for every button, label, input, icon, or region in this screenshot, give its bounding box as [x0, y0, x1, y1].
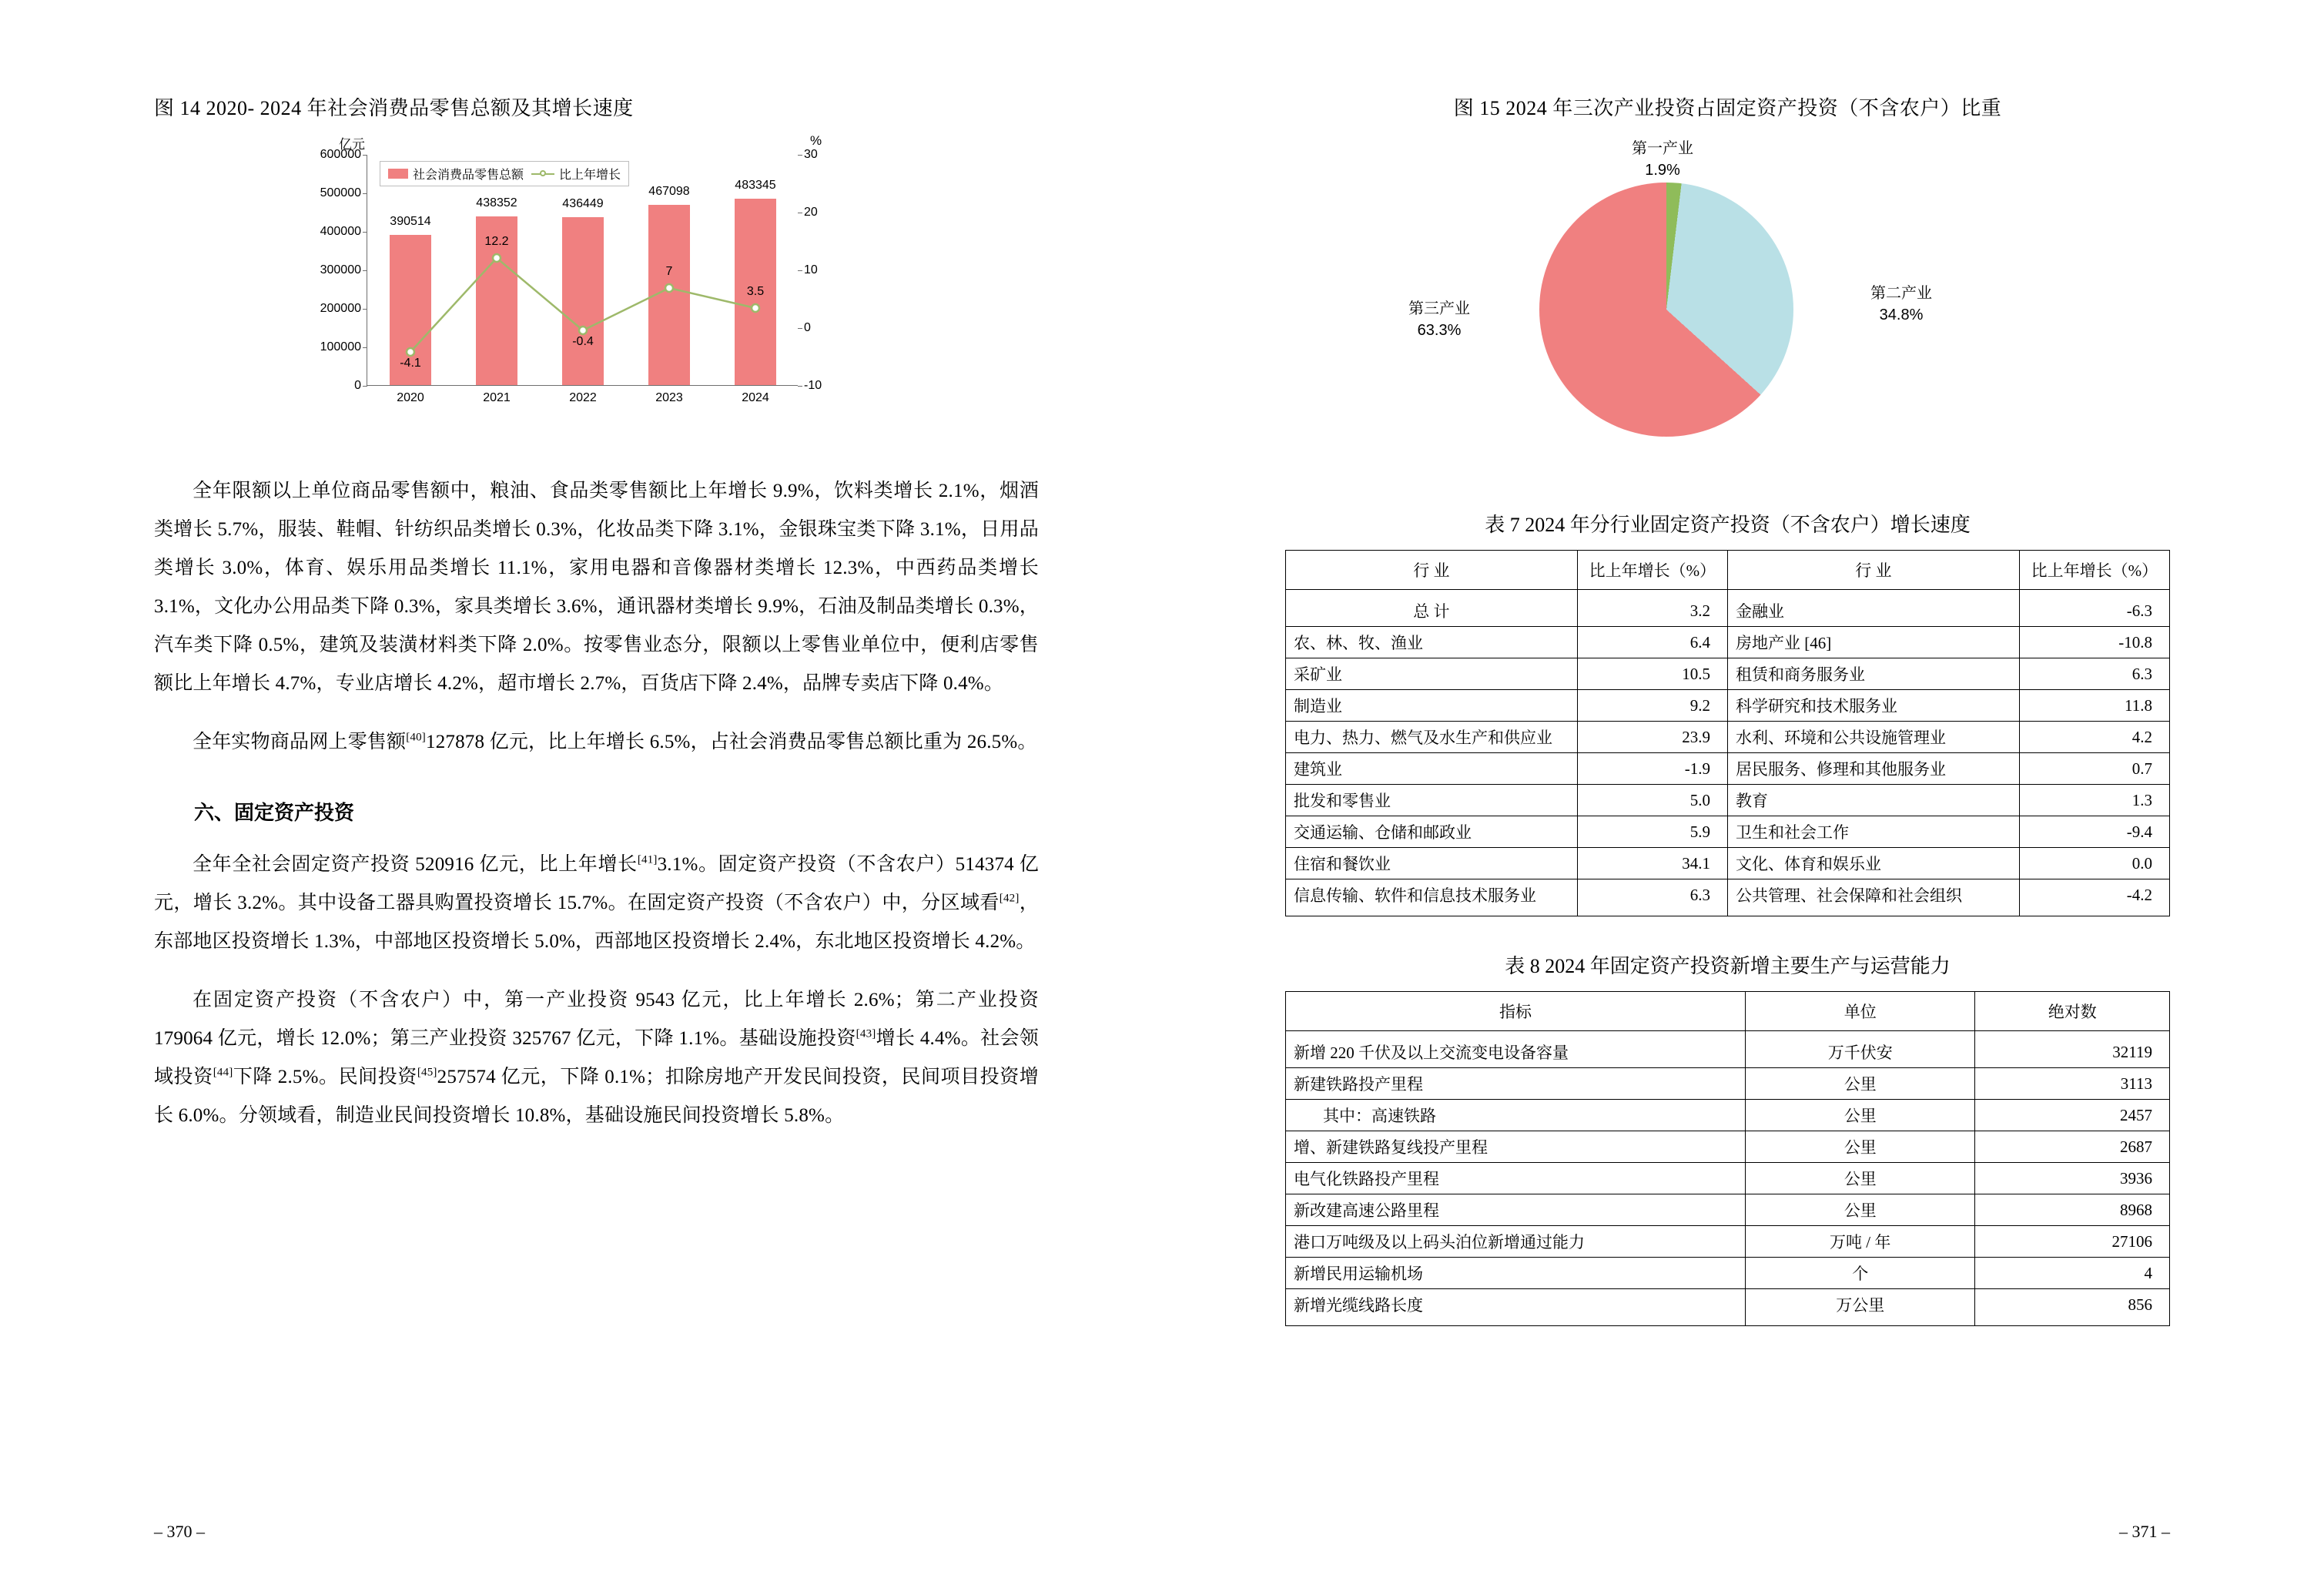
paragraph-investment-by-industry: [154, 981, 1039, 1135]
cell-growth-left: 5.9: [1577, 816, 1727, 848]
text-run: 在固定资产投资（不含农户）中，第一产业投资 9543 亿元，比上年增长 2.6%；第二产业投资 179064 亿元，增长 12.0%；第三产业投资 325767 亿元，下降 1.1%。基础设施投资: [154, 990, 1039, 1049]
text-run: 增长 4.4%。社会领域投资: [154, 1028, 1039, 1087]
footnote-ref: [42]: [999, 892, 1020, 905]
table-row: [1286, 1131, 2170, 1163]
cell-industry-right: 科学研究和技术服务业: [1727, 690, 2019, 722]
cell-value: 27106: [1975, 1226, 2170, 1258]
table-8: [1285, 991, 2170, 1326]
cell-growth-left: 10.5: [1577, 658, 1727, 690]
cell-industry-right: 水利、环境和公共设施管理业: [1727, 722, 2019, 753]
pie-label-value: 34.8%: [1879, 307, 1924, 323]
x-tick: 2023: [655, 391, 683, 404]
table-row: [1286, 627, 2170, 658]
chart-legend: [380, 161, 629, 186]
x-tick: 2022: [569, 391, 597, 404]
legend-label: 比上年增长: [559, 169, 621, 182]
cell-growth-left: 6.4: [1577, 627, 1727, 658]
cell-growth-right: 4.2: [2019, 722, 2169, 753]
cell-industry-right: 房地产业 [46]: [1727, 627, 2019, 658]
pie-label-text: 第二产业: [1870, 285, 1932, 302]
line-value-label: 3.5: [746, 285, 765, 298]
cell-unit: 个: [1745, 1258, 1974, 1289]
cell-industry-right: 金融业: [1727, 590, 2019, 627]
table-8-title: 表 8 2024 年固定资产投资新增主要生产与运营能力: [1505, 955, 1951, 977]
cell-industry-left: 制造业: [1286, 690, 1578, 722]
cell-value: 32119: [1975, 1031, 2170, 1068]
footnote-ref: [44]: [213, 1066, 233, 1079]
table-row: [1286, 590, 2170, 627]
text-run: 全年实物商品网上零售额: [193, 732, 407, 752]
cell-value: 2687: [1975, 1131, 2170, 1163]
table-row: [1286, 1289, 2170, 1326]
col-header-industry-left: 行 业: [1286, 551, 1578, 590]
footnote-ref: [43]: [856, 1027, 876, 1040]
col-header-value: 绝对数: [1975, 992, 2170, 1031]
table-row: [1286, 1258, 2170, 1289]
col-header-unit: 单位: [1745, 992, 1974, 1031]
chart-plot-area: [320, 148, 822, 404]
col-header-indicator: 指标: [1286, 992, 1746, 1031]
cell-growth-left: 23.9: [1577, 722, 1727, 753]
table-header-row: [1286, 992, 2170, 1031]
table-row: [1286, 1068, 2170, 1100]
cell-value: 3113: [1975, 1068, 2170, 1100]
table-header-row: [1286, 551, 2170, 590]
table-row: [1286, 753, 2170, 785]
legend-bar-swatch: [388, 169, 408, 179]
cell-industry-left: 总 计: [1286, 590, 1578, 627]
line-value-label: 12.2: [484, 235, 509, 248]
cell-industry-left: 批发和零售业: [1286, 785, 1578, 816]
cell-indicator: 新改建高速公路里程: [1286, 1194, 1746, 1226]
y2-tick: -10: [804, 379, 822, 392]
legend-item-line: [531, 165, 621, 183]
y-tick: 300000: [320, 263, 361, 276]
cell-indicator: 增、新建铁路复线投产里程: [1286, 1131, 1746, 1163]
cell-unit: 万吨 / 年: [1745, 1226, 1974, 1258]
table-row: [1286, 879, 2170, 916]
cell-value: 8968: [1975, 1194, 2170, 1226]
cell-growth-left: 34.1: [1577, 848, 1727, 879]
cell-industry-right: 租赁和商务服务业: [1727, 658, 2019, 690]
footnote-ref: [41]: [637, 853, 658, 866]
cell-growth-left: 3.2: [1577, 590, 1727, 627]
chart-y2-unit-label: %: [810, 133, 822, 148]
line-value-label: -4.1: [400, 357, 421, 370]
pie-chart: [1539, 183, 1793, 437]
line-value-label: -0.4: [572, 335, 594, 348]
table-row: [1286, 1031, 2170, 1068]
pie-label-secondary-industry: [1817, 283, 1986, 326]
x-tick: 2020: [397, 391, 424, 404]
page-number-right: – 371 –: [2119, 1522, 2170, 1541]
cell-industry-left: 电力、热力、燃气及水生产和供应业: [1286, 722, 1578, 753]
text-run: 下降 2.5%。民间投资: [233, 1067, 417, 1087]
table-7-body: [1286, 590, 2170, 916]
cell-industry-left: 信息传输、软件和信息技术服务业: [1286, 879, 1578, 916]
figure-14-chart: [293, 129, 901, 452]
bar-value-label: 483345: [735, 179, 776, 192]
footnote-ref: [45]: [417, 1066, 437, 1079]
text-run: 全年全社会固定资产投资 520916 亿元，比上年增长: [193, 854, 638, 875]
table-row: [1286, 785, 2170, 816]
bar-value-label: 436449: [562, 197, 604, 210]
cell-unit: 公里: [1745, 1163, 1974, 1194]
y2-tick: 10: [804, 263, 818, 276]
line-value-label: 7: [665, 265, 673, 278]
growth-line-series: [367, 155, 799, 386]
paragraph-online-retail: [154, 723, 1039, 762]
cell-growth-right: 6.3: [2019, 658, 2169, 690]
legend-label: 社会消费品零售总额: [413, 169, 524, 182]
pie-label-value: 1.9%: [1645, 162, 1680, 179]
cell-growth-right: 1.3: [2019, 785, 2169, 816]
col-header-growth-left: 比上年增长（%）: [1577, 551, 1727, 590]
cell-growth-right: 0.0: [2019, 848, 2169, 879]
legend-item-bar: [388, 165, 524, 183]
pie-label-text: 第三产业: [1408, 300, 1470, 317]
x-tick: 2024: [742, 391, 769, 404]
footnote-ref: [40]: [406, 731, 426, 744]
figure-15-chart: [1285, 140, 2132, 475]
cell-indicator: 新增民用运输机场: [1286, 1258, 1746, 1289]
table-7: [1285, 550, 2170, 916]
cell-industry-right: 卫生和社会工作: [1727, 816, 2019, 848]
y-tick: 600000: [320, 148, 361, 161]
chart-y-unit-label: 亿元: [339, 137, 365, 152]
col-header-growth-right: 比上年增长（%）: [2019, 551, 2169, 590]
table-row: [1286, 722, 2170, 753]
table-row: [1286, 816, 2170, 848]
bar-value-label: 467098: [648, 185, 690, 198]
cell-industry-right: 教育: [1727, 785, 2019, 816]
cell-industry-right: 文化、体育和娱乐业: [1727, 848, 2019, 879]
section-heading-fixed-asset-investment: 六、固定资产投资: [194, 802, 355, 824]
cell-growth-right: -9.4: [2019, 816, 2169, 848]
text-run: 257574 亿元，下降 0.1%；扣除房地产开发民间投资，民间项目投资增长 6.0%。分领域看，制造业民间投资增长 10.8%，基础设施民间投资增长 5.8%。: [154, 1067, 1039, 1126]
cell-industry-left: 住宿和餐饮业: [1286, 848, 1578, 879]
text-run: 127878 亿元，比上年增长 6.5%，占社会消费品零售总额比重为 26.5%。: [426, 732, 1037, 752]
table-8-head: [1286, 992, 2170, 1031]
pie-label-tertiary-industry: [1355, 298, 1524, 341]
bar-value-label: 438352: [476, 196, 517, 209]
cell-industry-right: 公共管理、社会保障和社会组织: [1727, 879, 2019, 916]
cell-growth-left: -1.9: [1577, 753, 1727, 785]
cell-unit: 公里: [1745, 1131, 1974, 1163]
cell-unit: 公里: [1745, 1100, 1974, 1131]
cell-indicator: 港口万吨级及以上码头泊位新增通过能力: [1286, 1226, 1746, 1258]
table-row: [1286, 658, 2170, 690]
table-7-title: 表 7 2024 年分行业固定资产投资（不含农户）增长速度: [1485, 514, 1971, 536]
cell-growth-right: 11.8: [2019, 690, 2169, 722]
paragraph-retail-detail: 全年限额以上单位商品零售额中，粮油、食品类零售额比上年增长 9.9%，饮料类增长 2.1%，烟酒类增长 5.7%，服装、鞋帽、针纺织品类增长 0.3%，化妆品类下降 3.1%，金银珠宝类下降 3.1%，日用品类增长 3.0%，体育、娱乐用品类增长 11.1%，家用电器和音像器材类增长 12.3%，中西药品类增长 3.1%，文化办公用品类下降 0.3%，家具类增长 3.6%，通讯器材类增长 9.9%，石油及制品类增长 0.3%，汽车类下降 0.5%，建筑及装潢材料类下降 2.0%。按零售业态分，限额以上零售业单位中，便利店零售额比上年增长 4.7%，专业店增长 4.2%，超市增长 2.7%，百货店下降 2.4%，品牌专卖店下降 0.4%。: [154, 481, 1039, 694]
cell-unit: 公里: [1745, 1194, 1974, 1226]
table-row: [1286, 1194, 2170, 1226]
cell-value: 3936: [1975, 1163, 2170, 1194]
cell-growth-right: -10.8: [2019, 627, 2169, 658]
page-number-left: – 370 –: [154, 1522, 205, 1541]
table-row: [1286, 1100, 2170, 1131]
cell-industry-right: 居民服务、修理和其他服务业: [1727, 753, 2019, 785]
x-tick: 2021: [483, 391, 511, 404]
bar-value-label: 390514: [390, 215, 431, 228]
paragraph-investment-total: [154, 846, 1039, 961]
cell-growth-left: 5.0: [1577, 785, 1727, 816]
pie-label-primary-industry: [1562, 138, 1763, 181]
y-tick: 400000: [320, 225, 361, 238]
pie-label-value: 63.3%: [1417, 322, 1462, 339]
cell-indicator: 其中：高速铁路: [1286, 1100, 1746, 1131]
y2-tick: 30: [804, 148, 818, 161]
table-row: [1286, 1163, 2170, 1194]
table-8-body: [1286, 1031, 2170, 1326]
cell-indicator: 新增 220 千伏及以上交流变电设备容量: [1286, 1031, 1746, 1068]
cell-industry-left: 农、林、牧、渔业: [1286, 627, 1578, 658]
cell-unit: 万千伏安: [1745, 1031, 1974, 1068]
table-7-head: [1286, 551, 2170, 590]
cell-value: 856: [1975, 1289, 2170, 1326]
cell-growth-left: 9.2: [1577, 690, 1727, 722]
cell-indicator: 电气化铁路投产里程: [1286, 1163, 1746, 1194]
y2-tick: 0: [804, 321, 811, 334]
col-header-industry-right: 行 业: [1727, 551, 2019, 590]
cell-value: 2457: [1975, 1100, 2170, 1131]
legend-line-swatch: [531, 173, 554, 175]
page-right: [1162, 0, 2324, 1588]
cell-growth-right: -6.3: [2019, 590, 2169, 627]
cell-growth-right: -4.2: [2019, 879, 2169, 916]
cell-growth-right: 0.7: [2019, 753, 2169, 785]
figure-14-title: 图 14 2020- 2024 年社会消费品零售总额及其增长速度: [154, 97, 634, 119]
y-tick: 500000: [320, 186, 361, 199]
text-run: 3.1%。固定资产投资（不含农户）514374 亿元，增长 3.2%。其中设备工器具购置投资增长 15.7%。在固定资产投资（不含农户）中，分区域看: [154, 854, 1040, 913]
cell-unit: 公里: [1745, 1068, 1974, 1100]
table-row: [1286, 690, 2170, 722]
table-row: [1286, 848, 2170, 879]
cell-indicator: 新建铁路投产里程: [1286, 1068, 1746, 1100]
cell-industry-left: 建筑业: [1286, 753, 1578, 785]
cell-unit: 万公里: [1745, 1289, 1974, 1326]
y-tick: 100000: [320, 340, 361, 353]
y-tick: 200000: [320, 302, 361, 315]
text-run: ，东部地区投资增长 1.3%，中部地区投资增长 5.0%，西部地区投资增长 2.4%，东北地区投资增长 4.2%。: [154, 893, 1039, 952]
figure-15-title: 图 15 2024 年三次产业投资占固定资产投资（不含农户）比重: [1453, 97, 2002, 119]
cell-indicator: 新增光缆线路长度: [1286, 1289, 1746, 1326]
pie-label-text: 第一产业: [1632, 140, 1693, 157]
cell-industry-left: 采矿业: [1286, 658, 1578, 690]
cell-value: 4: [1975, 1258, 2170, 1289]
y-tick: 0: [354, 379, 361, 392]
table-row: [1286, 1226, 2170, 1258]
cell-industry-left: 交通运输、仓储和邮政业: [1286, 816, 1578, 848]
y2-tick: 20: [804, 206, 818, 219]
cell-growth-left: 6.3: [1577, 879, 1727, 916]
